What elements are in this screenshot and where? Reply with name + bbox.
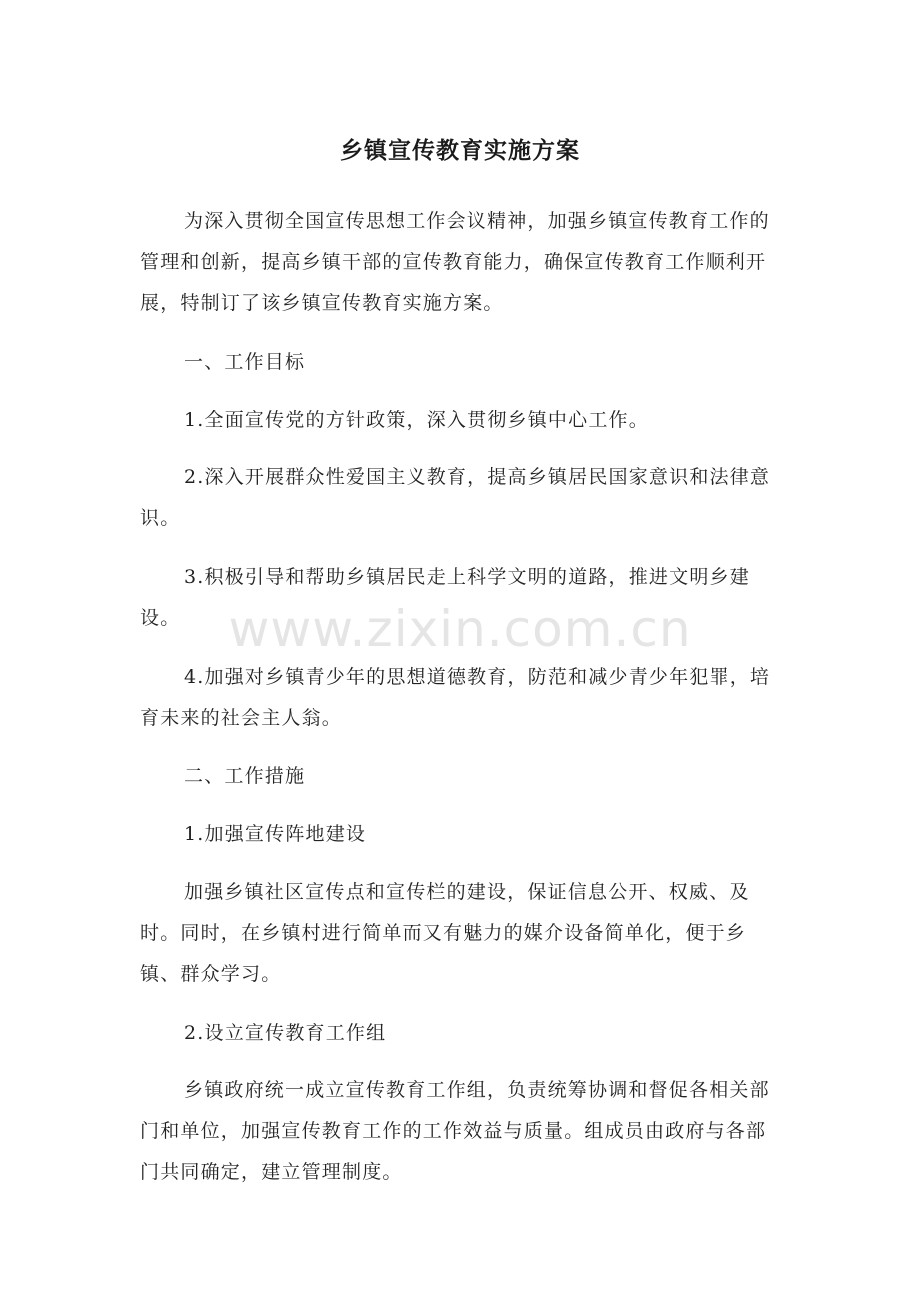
section-heading-measures: 二、工作措施 [184,765,306,787]
goal-item-1: 1.全面宣传党的方针政策，深入贯彻乡镇中心工作。 [184,409,649,431]
measure-heading-1: 1.加强宣传阵地建设 [184,823,367,845]
goal-item-3: 3.积极引导和帮助乡镇居民走上科学文明的道路，推进文明乡建设。 [140,566,750,629]
measure-body-1: 加强乡镇社区宣传点和宣传栏的建设，保证信息公开、权威、及时。同时，在乡镇村进行简单而又有魅力的媒介设备简单化，便于乡镇、群众学习。 [140,881,750,985]
goal-item-4: 4.加强对乡镇青少年的思想道德教育，防范和减少青少年犯罪，培育未来的社会主人翁。 [140,666,771,729]
document-title: 乡镇宣传教育实施方案 [340,138,580,164]
measure-heading-2: 2.设立宣传教育工作组 [184,1022,387,1044]
measure-body-2: 乡镇政府统一成立宣传教育工作组，负责统筹协调和督促各相关部门和单位，加强宣传教育工作的工作效益与质量。组成员由政府与各部门共同确定，建立管理制度。 [140,1079,770,1183]
intro-paragraph: 为深入贯彻全国宣传思想工作会议精神，加强乡镇宣传教育工作的管理和创新，提高乡镇干部的宣传教育能力，确保宣传教育工作顺利开展，特制订了该乡镇宣传教育实施方案。 [140,210,770,314]
section-heading-goals: 一、工作目标 [184,351,306,373]
goal-item-2: 2.深入开展群众性爱国主义教育，提高乡镇居民国家意识和法律意识。 [140,466,771,529]
watermark-text: www.zixin.com.cn [228,600,692,658]
